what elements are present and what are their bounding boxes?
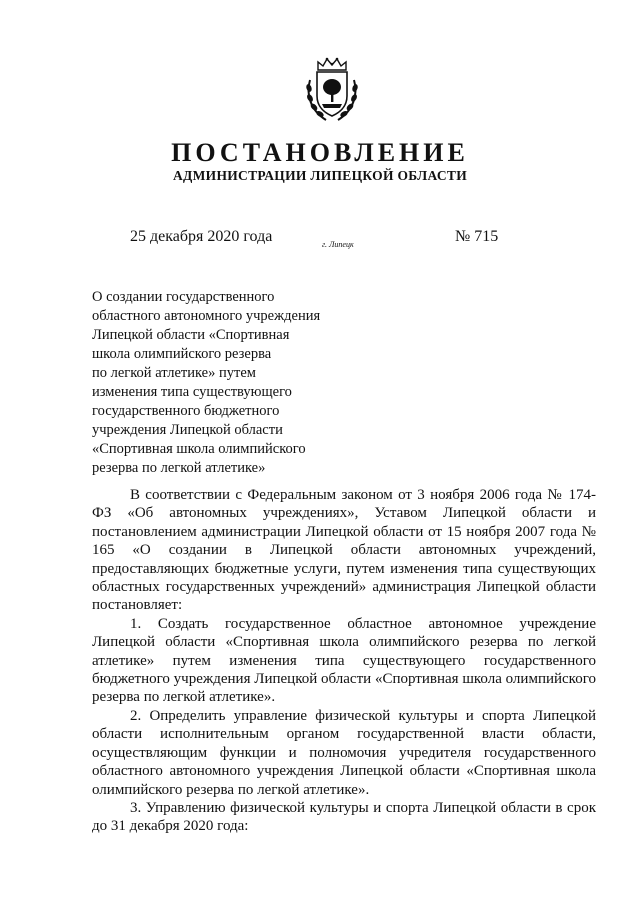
issuing-authority: АДМИНИСТРАЦИИ ЛИПЕЦКОЙ ОБЛАСТИ (172, 168, 468, 183)
heading-line: областного автономного учреждения (92, 308, 321, 324)
document-title: ПОСТАНОВЛЕНИЕ (171, 138, 469, 167)
item-3-paragraph: 3. Управлению физической культуры и спорта Липецкой области в срок до 31 декабря 2020 года: (92, 799, 596, 835)
heading-line: изменения типа существующего (92, 384, 292, 400)
heading-line: О создании государственного (92, 289, 275, 305)
document-body (92, 486, 596, 836)
heading-line: по легкой атлетике» путем (92, 365, 256, 381)
heading-line: государственного бюджетного (92, 403, 280, 419)
heading-line: Липецкой области «Спортивная (92, 327, 290, 343)
heading-line: школа олимпийского резерва (92, 346, 272, 362)
heading-line: учреждения Липецкой области (92, 422, 283, 438)
coat-of-arms-emblem (304, 56, 360, 124)
item-2-paragraph: 2. Определить управление физической культуры и спорта Липецкой области исполнительным органом государственной власти области, осуществляющим функции и полномочия учредителя государственного областного автономного учреждения Липецкой области «Спортивная школа олимпийского резерва по легкой атлетике». (92, 707, 596, 798)
preamble-paragraph: В соответствии с Федеральным законом от 3 ноября 2006 года № 174-ФЗ «Об автономных учреждениях», Уставом Липецкой области и постановлением администрации Липецкой области от 15 ноября 2007 года № 165 «О создании в Липецкой области автономных учреждений, предоставляющих бюджетные услуги, путем изменения типа существующих областных государственных учреждений» администрация Липецкой области постановляет: (92, 487, 596, 614)
item-1-paragraph: 1. Создать государственное областное автономное учреждение Липецкой области «Спортивная школа олимпийского резерва по легкой атлетике» путем изменения типа существующего государственного бюджетного учреждения Липецкой области «Спортивная школа олимпийского резерва по легкой атлетике». (92, 615, 596, 706)
heading-line: «Спортивная школа олимпийского (92, 441, 306, 457)
document-date: 25 декабря 2020 года (130, 228, 273, 245)
heading-line: резерва по легкой атлетике» (92, 460, 266, 476)
document-heading (92, 288, 352, 478)
document-number: № 715 (455, 228, 499, 245)
document-place: г. Липецк (322, 240, 354, 249)
